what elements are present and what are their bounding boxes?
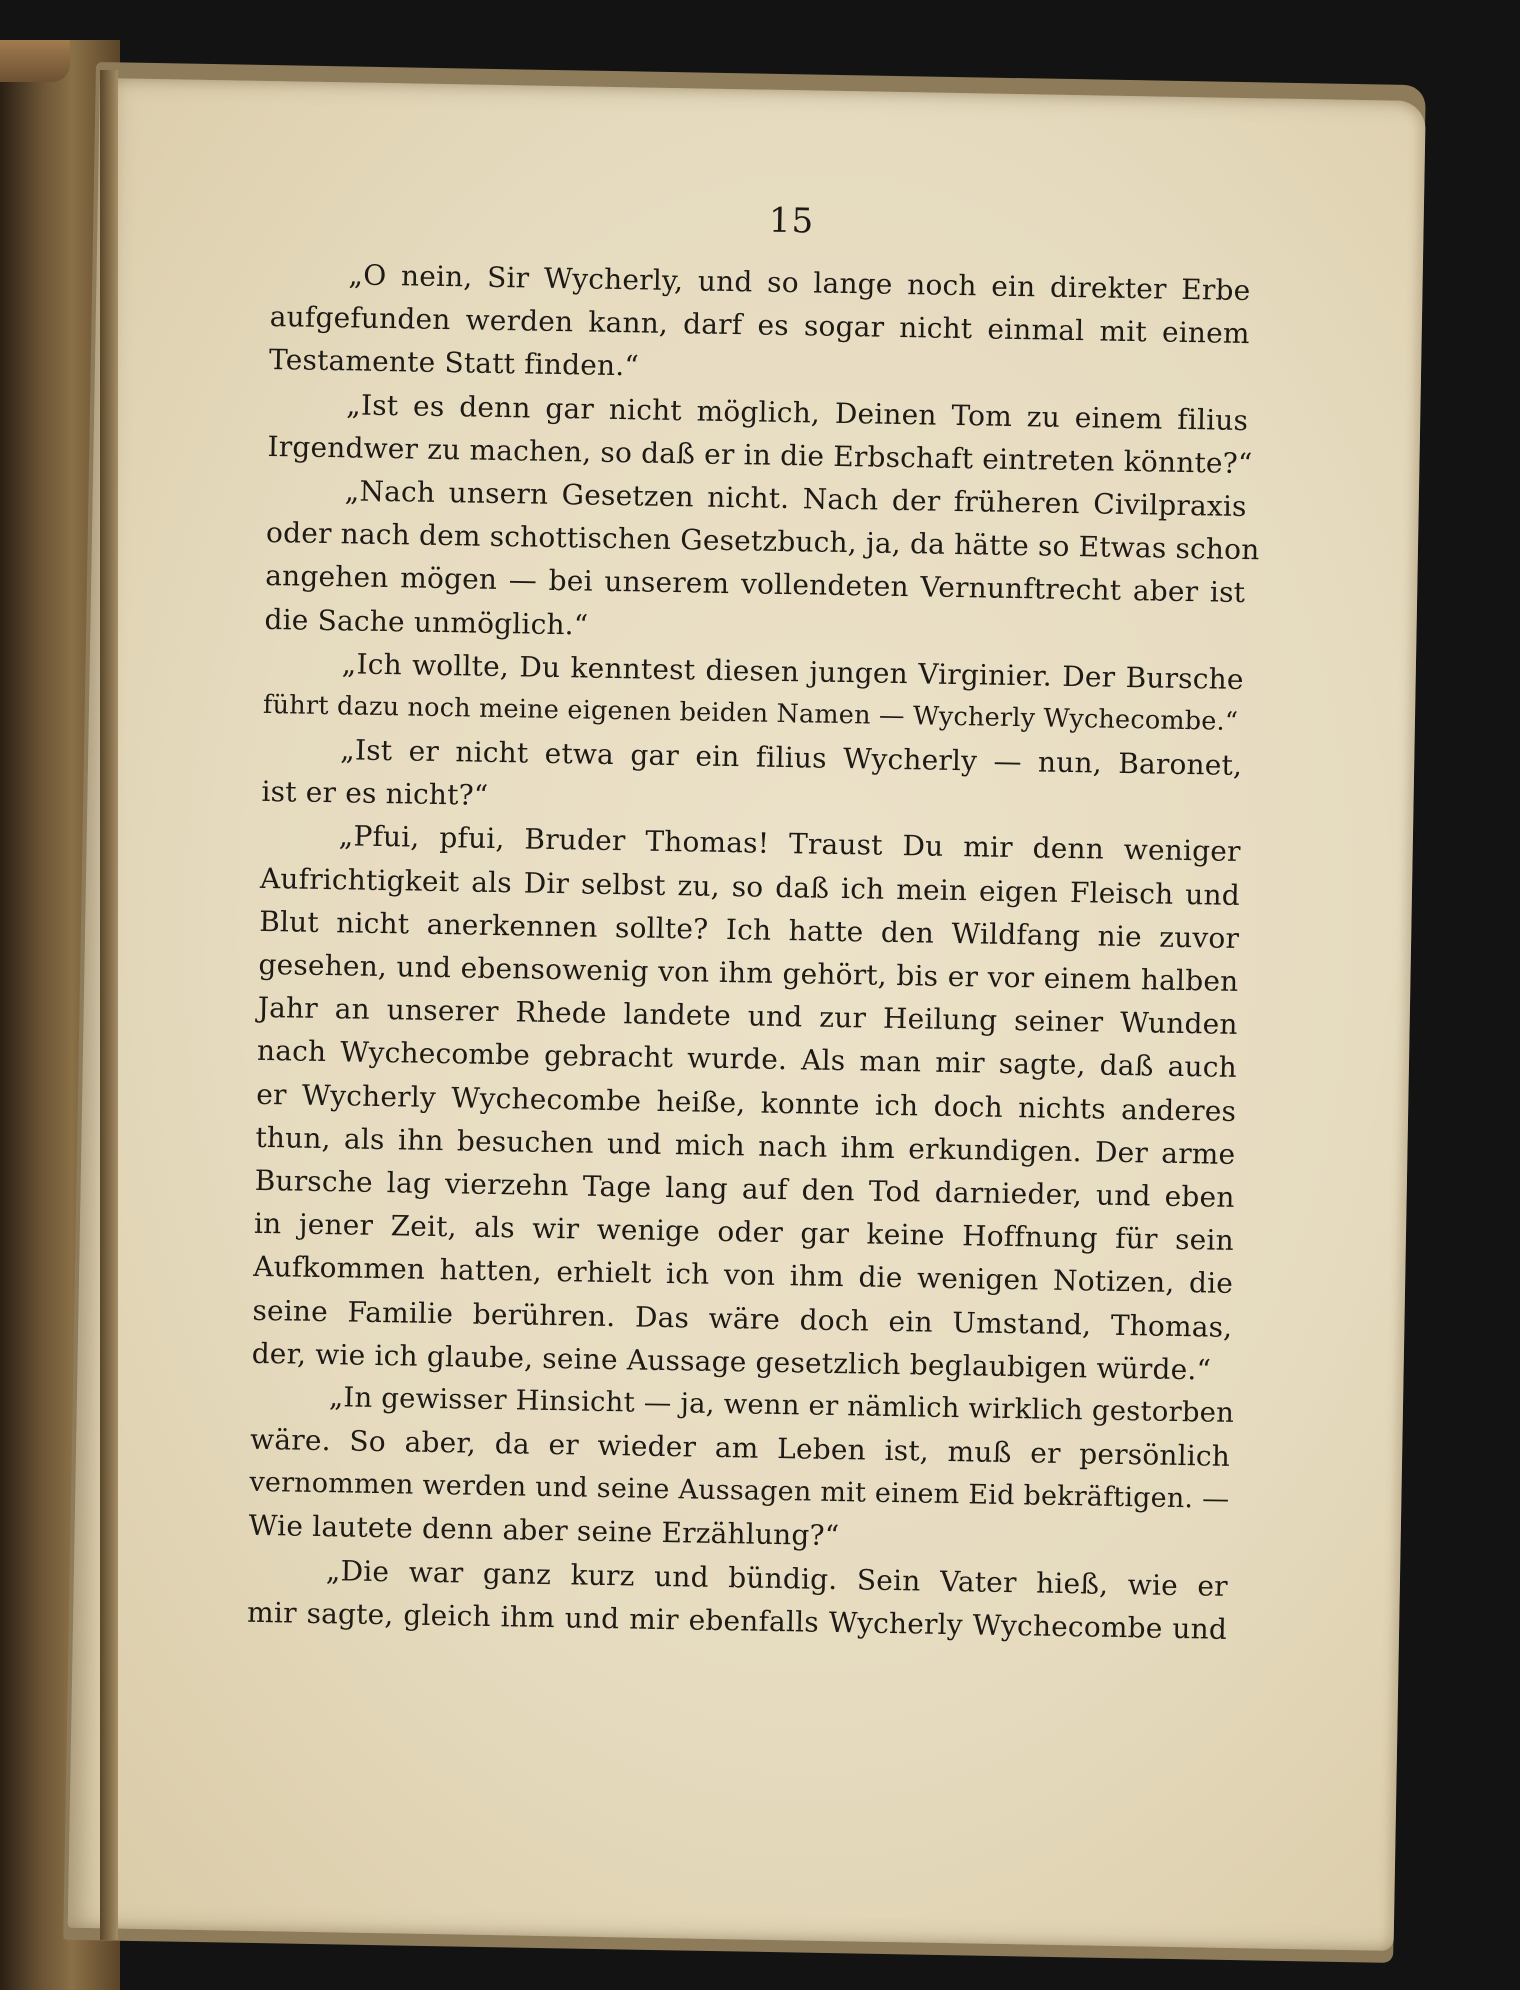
text-line: „Nach unsern Gesetzen nicht. Nach der früheren Civilpraxis <box>344 474 1247 523</box>
page-text-block <box>246 192 1260 1651</box>
text-line: „In gewisser Hinsicht — ja, wenn er nämlich wirklich gestorben <box>328 1381 1235 1429</box>
text-line: mir sagte, gleich ihm und mir ebenfalls Wycherly Wychecombe und <box>246 1595 1228 1646</box>
text-line: er Wycherly Wychecombe heiße, konnte ich doch nichts anderes <box>255 1077 1237 1128</box>
text-line: in jener Zeit, als wir wenige oder gar keine Hoffnung für sein <box>253 1206 1235 1258</box>
binding-cap <box>0 40 70 82</box>
text-line: gesehen, und ebensowenig von ihm gehört, bis er vor einem halben <box>258 947 1239 998</box>
text-line: Bursche lag vierzehn Tage lang auf den Tod darnieder, und eben <box>254 1163 1235 1214</box>
text-line: oder nach dem schottischen Gesetzbuch, ja, da hätte so Etwas schon <box>265 516 1260 567</box>
text-line: angehen mögen — bei unserem vollendeten Vernunftrecht aber ist <box>265 559 1246 610</box>
body-text <box>246 252 1260 1651</box>
text-line: „Ist er nicht etwa gar ein filius Wycherly — nun, Baronet, <box>339 733 1243 783</box>
text-line: Jahr an unserer Rhede landete und zur Heilung seiner Wunden <box>257 991 1238 1042</box>
text-line: der, wie ich glaube, seine Aussage gesetzlich beglaubigen würde.“ <box>251 1336 1212 1387</box>
text-line: „Pfui, pfui, Bruder Thomas! Traust Du mir denn weniger <box>338 819 1241 869</box>
page-number: 15 <box>768 200 815 242</box>
text-line: wäre. So aber, da er wieder am Leben ist, muß er persönlich <box>249 1422 1231 1473</box>
text-line: führt dazu noch meine eigenen beiden Namen — Wycherly Wychecombe.“ <box>262 689 1239 737</box>
text-line: Aufkommen hatten, erhielt ich von ihm die wenigen Notizen, die <box>252 1250 1234 1301</box>
text-line: Blut nicht anerkennen sollte? Ich hatte den Wildfang nie zuvor <box>258 904 1240 955</box>
text-line: „O nein, Sir Wycherly, und so lange noch ein direkter Erbe <box>348 258 1251 308</box>
text-line: „Ist es denn gar nicht möglich, Deinen Tom zu einem filius <box>346 387 1249 437</box>
text-line: Testamente Statt finden.“ <box>268 343 640 383</box>
text-line: ist er es nicht?“ <box>261 775 489 813</box>
text-line: thun, als ihn besuchen und mich nach ihm erkundigen. Der arme <box>255 1120 1236 1171</box>
text-line: Wie lautete denn aber seine Erzählung?“ <box>248 1509 840 1553</box>
text-line: aufgefunden werden kann, darf es sogar nicht einmal mit einem <box>269 300 1250 351</box>
text-line: Aufrichtigkeit als Dir selbst zu, so daß ich mein eigen Fleisch und <box>259 861 1241 912</box>
text-line: die Sache unmöglich.“ <box>264 602 589 642</box>
text-line: vernommen werden und seine Aussagen mit einem Eid bekräftigen. — <box>249 1467 1230 1516</box>
text-line: seine Familie berühren. Das wäre doch ein Umstand, Thomas, <box>252 1293 1233 1344</box>
text-line: „Ich wollte, Du kenntest diesen jungen Virginier. Der Bursche <box>341 646 1244 696</box>
text-line: nach Wychecombe gebracht wurde. Als man mir sagte, daß auch <box>256 1034 1238 1085</box>
page-gutter <box>100 70 118 1940</box>
text-line: Irgendwer zu machen, so daß er in die Erbschaft eintreten könnte?“ <box>267 429 1253 480</box>
text-line: „Die war ganz kurz und bündig. Sein Vater hieß, wie er <box>325 1553 1229 1603</box>
